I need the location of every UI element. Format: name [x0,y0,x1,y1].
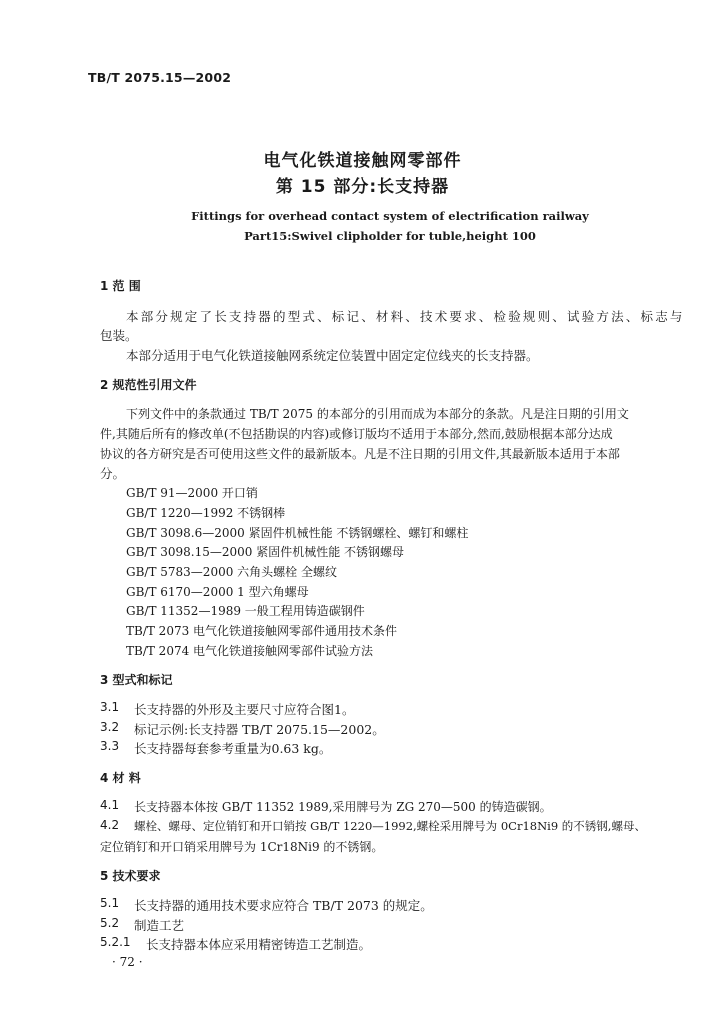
clause-text: 标记示例:长支持器 TB/T 2075.15—2002。 [134,722,385,737]
title-cn-line2: 第 15 部分:长支持器 [275,177,450,197]
title-cn-line1: 电气化铁道接触网零部件 [263,151,462,171]
clause-text: 长支持器每套参考重量为0.63 kg。 [134,741,332,756]
title-en-line2: Part15:Swivel clipholder for tuble,height 100 [244,229,536,243]
clause-text: 长支持器的通用技术要求应符合 TB/T 2073 的规定。 [134,898,433,913]
clause-number: 3.3 [100,739,120,753]
clause-number: 5.2.1 [100,935,131,949]
section-1-para1-line2: 包装。 [100,328,138,343]
section-2-para-line3: 协议的各方研究是否可使用这些文件的最新版本。凡是不注日期的引用文件,其最新版本适用于本部 [100,447,620,461]
reference-item: GB/T 91—2000 开口销 [126,486,258,500]
reference-item: GB/T 3098.15—2000 紧固件机械性能 不锈钢螺母 [126,545,405,559]
section-1-heading: 1 范 围 [100,279,141,293]
reference-item: GB/T 1220—1992 不锈钢棒 [126,506,286,520]
clause-text: 长支持器的外形及主要尺寸应符合图1。 [134,702,355,717]
title-en-line1: Fittings for overhead contact system of electrification railway [191,209,589,223]
clause-number: 4.1 [100,798,120,812]
section-3-heading: 3 型式和标记 [100,673,173,687]
clause-text-line1: 螺栓、螺母、定位销钉和开口销按 GB/T 1220—1992,螺栓采用牌号为 0Cr18Ni9 的不锈钢,螺母、 [134,819,646,833]
section-5-heading: 5 技术要求 [100,869,161,883]
clause-text: 长支持器本体应采用精密铸造工艺制造。 [146,937,372,952]
clause-text-line2: 定位销钉和开口销采用牌号为 1Cr18Ni9 的不锈钢。 [100,840,384,854]
clause-text: 制造工艺 [134,918,185,933]
section-2-heading: 2 规范性引用文件 [100,378,197,392]
section-2-para-line1: 下列文件中的条款通过 TB/T 2075 的本部分的引用而成为本部分的条款。凡是注日期的引用文 [126,407,629,421]
reference-item: GB/T 11352—1989 一般工程用铸造碳钢件 [126,604,365,618]
page-number: · 72 · [112,955,143,969]
clause-number: 3.1 [100,700,120,714]
reference-item: GB/T 6170—2000 1 型六角螺母 [126,585,309,599]
reference-item: TB/T 2073 电气化铁道接触网零部件通用技术条件 [126,624,398,638]
clause-number: 3.2 [100,720,120,734]
reference-item: TB/T 2074 电气化铁道接触网零部件试验方法 [126,644,374,658]
section-2-para-line4: 分。 [100,466,126,481]
reference-item: GB/T 3098.6—2000 紧固件机械性能 不锈钢螺栓、螺钉和螺柱 [126,526,469,540]
reference-item: GB/T 5783—2000 六角头螺栓 全螺纹 [126,565,337,579]
standard-code: TB/T 2075.15—2002 [88,70,232,85]
clause-number: 5.1 [100,896,120,910]
clause-number: 4.2 [100,818,120,832]
section-1-para2: 本部分适用于电气化铁道接触网系统定位装置中固定定位线夹的长支持器。 [126,348,539,363]
section-4-heading: 4 材 料 [100,771,141,785]
section-1-para1-line1: 本部分规定了长支持器的型式、标记、材料、技术要求、检验规则、试验方法、标志与 [126,309,685,324]
section-2-para-line2: 件,其随后所有的修改单(不包括勘误的内容)或修订版均不适用于本部分,然而,鼓励根据本部分达成 [100,427,613,441]
clause-text: 长支持器本体按 GB/T 11352 1989,采用牌号为 ZG 270—500 的铸造碳钢。 [134,800,552,814]
clause-number: 5.2 [100,916,120,930]
